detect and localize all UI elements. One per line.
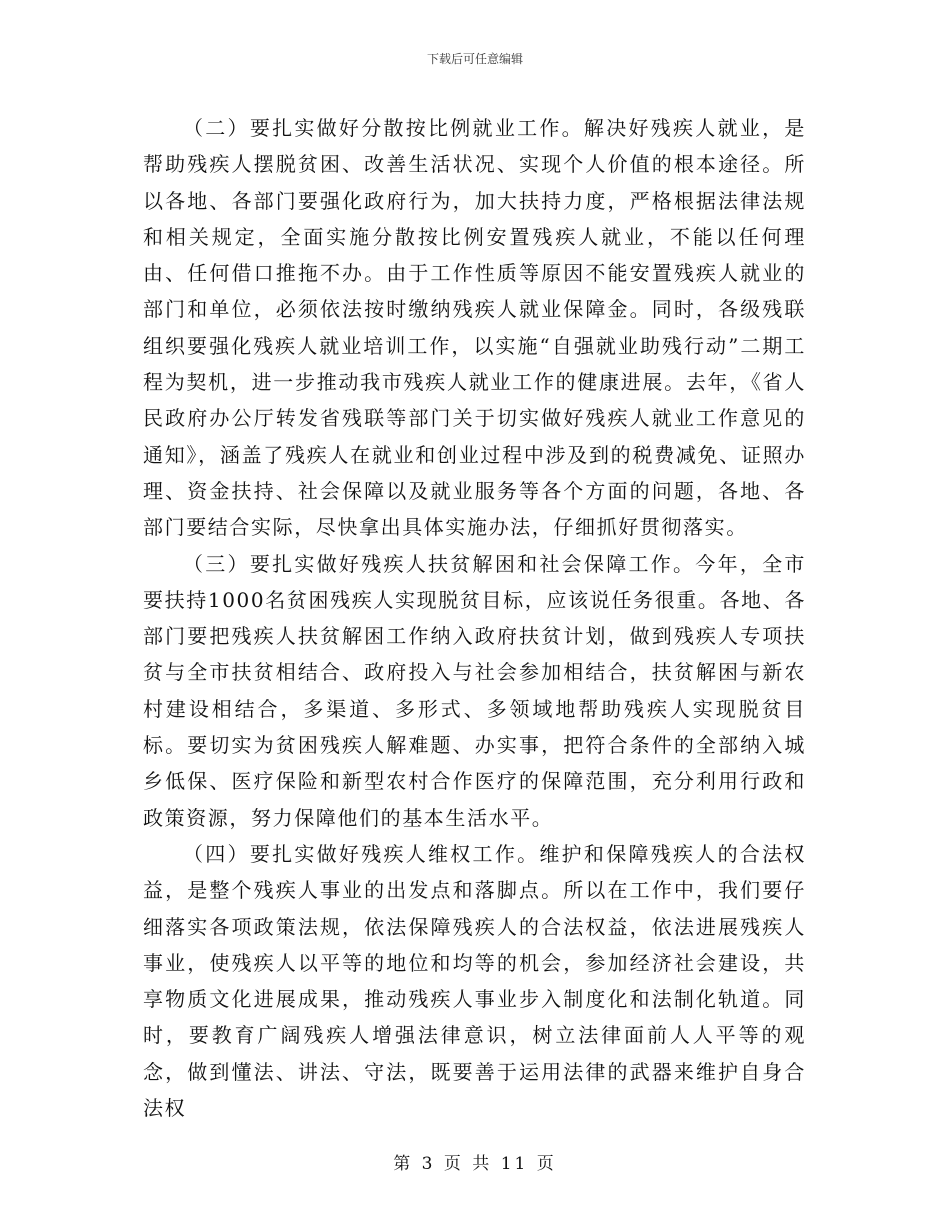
document-body xyxy=(143,110,806,1126)
paragraph-section-2: （二）要扎实做好分散按比例就业工作。解决好残疾人就业，是帮助残疾人摆脱贫困、改善生活状况、实现个人价值的根本途径。所以各地、各部门要强化政府行为，加大扶持力度，严格根据法律法规和相关规定，全面实施分散按比例安置残疾人就业，不能以任何理由、任何借口推拖不办。由于工作性质等原因不能安置残疾人就业的部门和单位，必须依法按时缴纳残疾人就业保障金。同时，各级残联组织要强化残疾人就业培训工作，以实施“自强就业助残行动”二期工程为契机，进一步推动我市残疾人就业工作的健康进展。去年，《省人民政府办公厅转发省残联等部门关于切实做好残疾人就业工作意见的通知》，涵盖了残疾人在就业和创业过程中涉及到的税费减免、证照办理、资金扶持、社会保障以及就业服务等各个方面的问题，各地、各部门要结合实际，尽快拿出具体实施办法，仔细抓好贯彻落实。 xyxy=(143,116,806,540)
page-number: 第 3 页 共 11 页 xyxy=(393,1154,557,1174)
paragraph-section-3: （三）要扎实做好残疾人扶贫解困和社会保障工作。今年，全市要扶持1000名贫困残疾人实现脱贫目标，应该说任务很重。各地、各部门要把残疾人扶贫解困工作纳入政府扶贫计划，做到残疾人专项扶贫与全市扶贫相结合、政府投入与社会参加相结合，扶贫解困与新农村建设相结合，多渠道、多形式、多领域地帮助残疾人实现脱贫目标。要切实为贫困残疾人解难题、办实事，把符合条件的全部纳入城乡低保、医疗保险和新型农村合作医疗的保障范围，充分利用行政和政策资源，努力保障他们的基本生活水平。 xyxy=(143,551,806,830)
paragraph-section-4: （四）要扎实做好残疾人维权工作。维护和保障残疾人的合法权益，是整个残疾人事业的出发点和落脚点。所以在工作中，我们要仔细落实各项政策法规，依法保障残疾人的合法权益，依法进展残疾人事业，使残疾人以平等的地位和均等的机会，参加经济社会建设，共享物质文化进展成果，推动残疾人事业步入制度化和法制化轨道。同时，要教育广阔残疾人增强法律意识，树立法律面前人人平等的观念，做到懂法、讲法、守法，既要善于运用法律的武器来维护自身合法权 xyxy=(143,841,806,1121)
page-header-note: 下载后可任意编辑 xyxy=(426,52,523,66)
